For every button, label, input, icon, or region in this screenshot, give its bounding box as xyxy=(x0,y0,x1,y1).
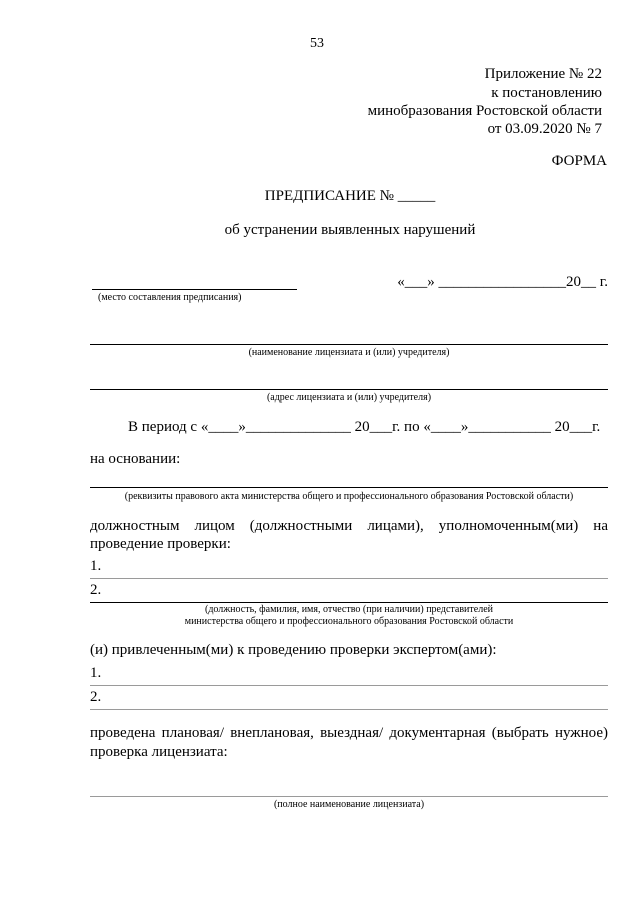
page-number: 53 xyxy=(310,36,324,51)
place-caption: (место составления предписания) xyxy=(98,292,242,303)
officials-item-2: 2. xyxy=(90,582,102,598)
experts-item-1-line[interactable] xyxy=(90,685,608,686)
inspection-text-line-1: проведена плановая/ внеплановая, выездная/ документарная (выбрать нужное) xyxy=(90,725,608,741)
legal-act-line[interactable] xyxy=(90,487,608,488)
officials-item-2-line[interactable] xyxy=(90,602,608,603)
experts-item-1: 1. xyxy=(90,665,102,681)
full-name-caption: (полное наименование лицензиата) xyxy=(273,799,425,810)
form-label: ФОРМА xyxy=(551,153,607,169)
basis-label: на основании: xyxy=(90,451,181,467)
date-field[interactable]: «___» _________________20__ г. xyxy=(397,274,608,290)
appendix-line-3: минобразования Ростовской области xyxy=(367,103,602,119)
page-title: ПРЕДПИСАНИЕ № _____ xyxy=(264,188,436,204)
licensee-address-caption: (адрес лицензиата и (или) учредителя) xyxy=(266,392,432,403)
licensee-name-caption: (наименование лицензиата и (или) учредителя) xyxy=(248,347,450,358)
officials-text-line-1: должностным лицом (должностными лицами), уполномоченным(ми) на xyxy=(90,518,608,534)
legal-act-caption: (реквизиты правового акта министерства общего и профессионального образования Ростовской области) xyxy=(124,491,574,502)
officials-item-1-line[interactable] xyxy=(90,578,608,579)
officials-caption-line-1: (должность, фамилия, имя, отчество (при наличии) представителей xyxy=(205,604,493,615)
officials-text-line-2: проведение проверки: xyxy=(90,536,231,552)
place-field-line[interactable] xyxy=(92,289,297,290)
appendix-line-2: к постановлению xyxy=(491,85,602,101)
experts-item-2: 2. xyxy=(90,689,102,705)
period-line[interactable]: В период с «____»______________ 20___г. по «____»___________ 20___г. xyxy=(128,419,601,435)
licensee-address-line[interactable] xyxy=(90,389,608,390)
experts-item-2-line[interactable] xyxy=(90,709,608,710)
full-name-line[interactable] xyxy=(90,796,608,797)
officials-item-1: 1. xyxy=(90,558,102,574)
page-subtitle: об устранении выявленных нарушений xyxy=(224,222,476,238)
licensee-name-line[interactable] xyxy=(90,344,608,345)
inspection-text-line-2: проверка лицензиата: xyxy=(90,744,228,760)
appendix-line-4: от 03.09.2020 № 7 xyxy=(487,121,602,137)
officials-caption-line-2: министерства общего и профессионального образования Ростовской области xyxy=(184,616,514,627)
appendix-line-1: Приложение № 22 xyxy=(484,66,602,82)
experts-text: (и) привлеченным(ми) к проведению проверки экспертом(ами): xyxy=(90,642,497,658)
